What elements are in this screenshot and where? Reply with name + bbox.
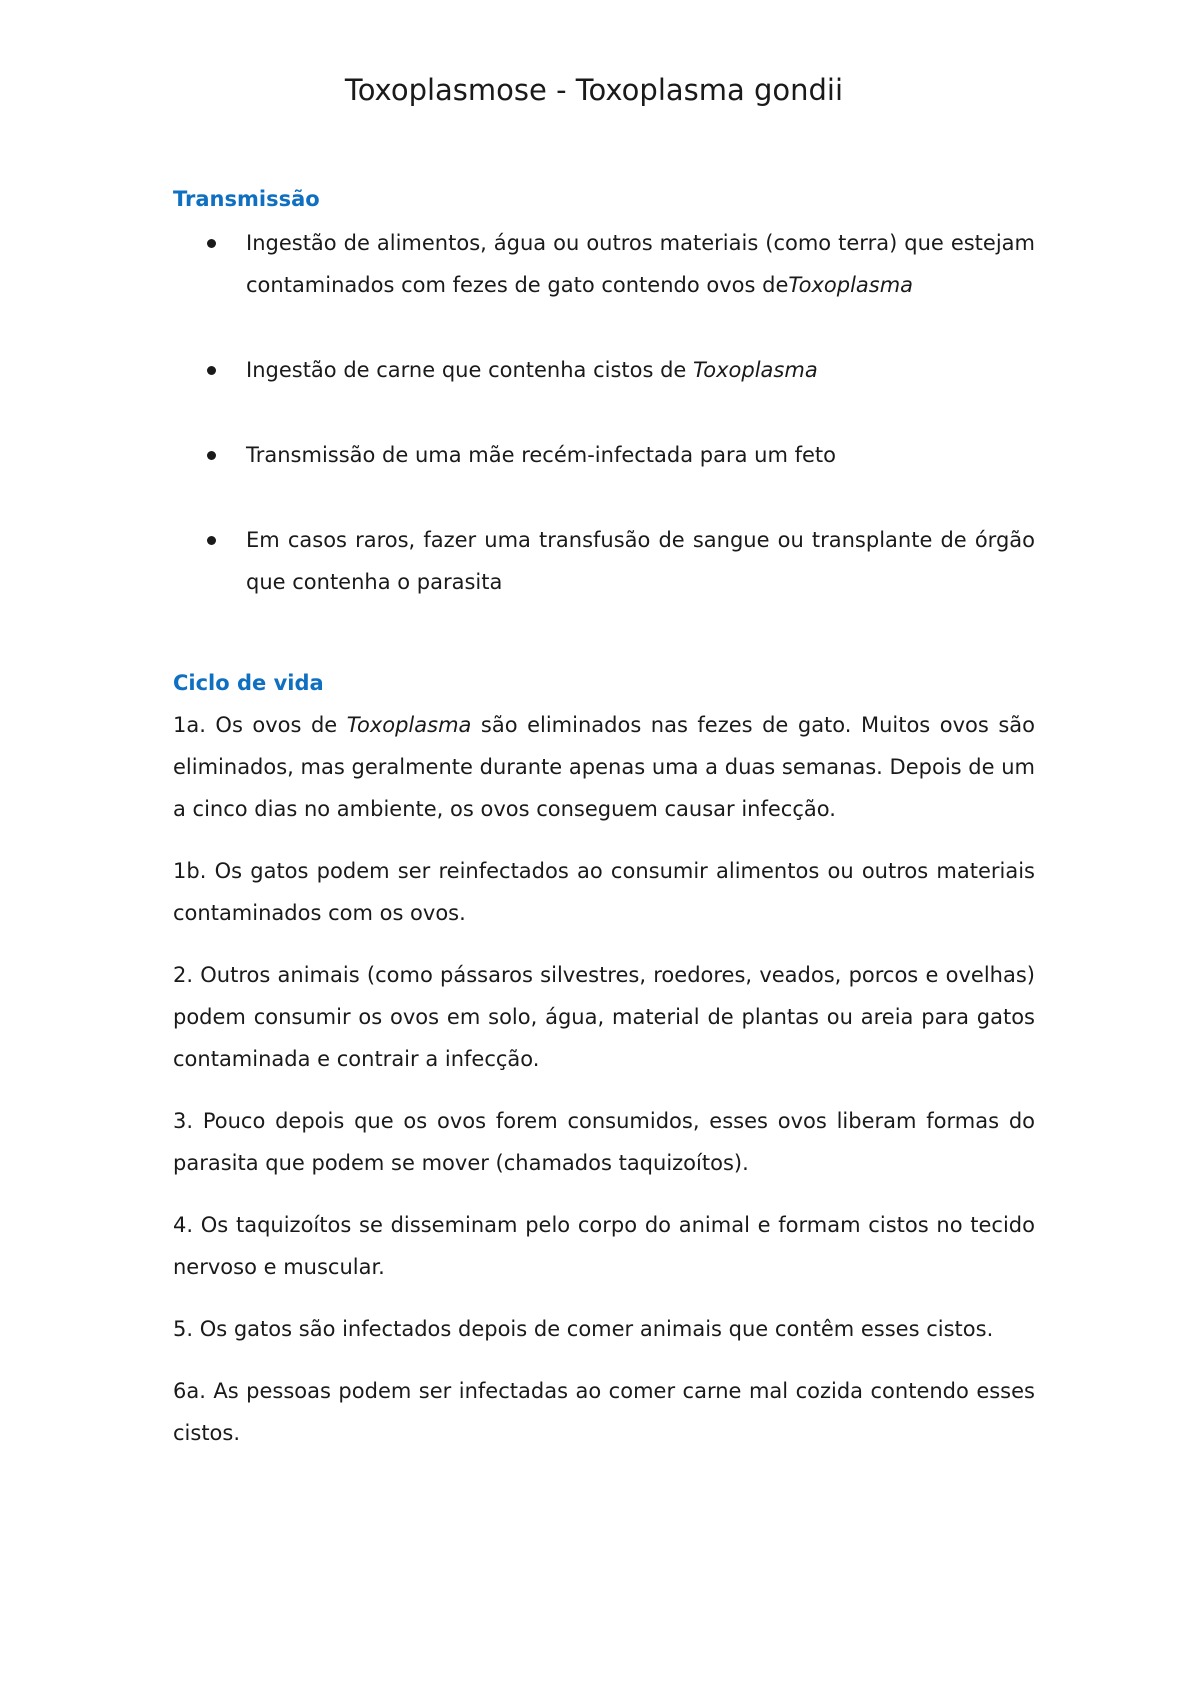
list-item <box>173 519 1035 603</box>
list-item <box>173 434 1035 476</box>
list-item <box>173 349 1035 391</box>
lifecycle-paragraph <box>173 954 1035 1080</box>
list-item-italic: Toxoplasma <box>788 273 914 297</box>
lifecycle-paragraph <box>173 704 1035 830</box>
list-item-italic: Toxoplasma <box>693 358 818 382</box>
paragraph-text: 6a. As pessoas podem ser infectadas ao comer carne mal cozida contendo esses cistos. <box>173 1379 1035 1445</box>
list-item-text: Em casos raros, fazer uma transfusão de sangue ou transplante de órgão que contenha o parasita <box>246 528 1035 594</box>
lifecycle-paragraph <box>173 850 1035 934</box>
paragraph-text: 5. Os gatos são infectados depois de comer animais que contêm esses cistos. <box>173 1317 994 1341</box>
list-item-text: Ingestão de alimentos, água ou outros materiais (como terra) que estejam contaminados com fezes de gato contendo ovos de <box>246 231 1035 297</box>
paragraph-text: 3. Pouco depois que os ovos forem consumidos, esses ovos liberam formas do parasita que podem se mover (chamados taquizoítos). <box>173 1109 1035 1175</box>
paragraph-text: 4. Os taquizoítos se disseminam pelo corpo do animal e formam cistos no tecido nervoso e muscular. <box>173 1213 1035 1279</box>
document-title: Toxoplasmose - Toxoplasma gondii <box>344 73 844 107</box>
paragraph-text: 1a. Os ovos de <box>173 713 347 737</box>
lifecycle-paragraph <box>173 1100 1035 1184</box>
bullet-icon <box>207 451 216 460</box>
list-item-text: Transmissão de uma mãe recém-infectada para um feto <box>246 443 836 467</box>
paragraph-text: 1b. Os gatos podem ser reinfectados ao consumir alimentos ou outros materiais contaminados com os ovos. <box>173 859 1035 925</box>
section-heading-transmission: Transmissão <box>173 187 320 211</box>
list-item-text: Ingestão de carne que contenha cistos de <box>246 358 694 382</box>
bullet-icon <box>207 366 216 375</box>
paragraph-italic: Toxoplasma <box>346 713 472 737</box>
paragraph-text: 2. Outros animais (como pássaros silvestres, roedores, veados, porcos e ovelhas) podem consumir os ovos em solo, água, material de plantas ou areia para gatos contaminada e contrair a infecção. <box>173 963 1035 1071</box>
section-heading-lifecycle: Ciclo de vida <box>173 671 324 695</box>
bullet-icon <box>207 536 216 545</box>
lifecycle-body <box>173 704 1035 1474</box>
lifecycle-paragraph <box>173 1308 1035 1350</box>
paragraph-text-tail: são eliminados nas fezes de gato. Muitos ovos são eliminados, mas geralmente durante apenas uma a duas semanas. Depois de um a cinco dias no ambiente, os ovos conseguem causar infecção. <box>173 713 1035 821</box>
list-item <box>173 222 1035 306</box>
transmission-list <box>173 222 1035 603</box>
bullet-icon <box>207 239 216 248</box>
lifecycle-paragraph <box>173 1370 1035 1454</box>
lifecycle-paragraph <box>173 1204 1035 1288</box>
